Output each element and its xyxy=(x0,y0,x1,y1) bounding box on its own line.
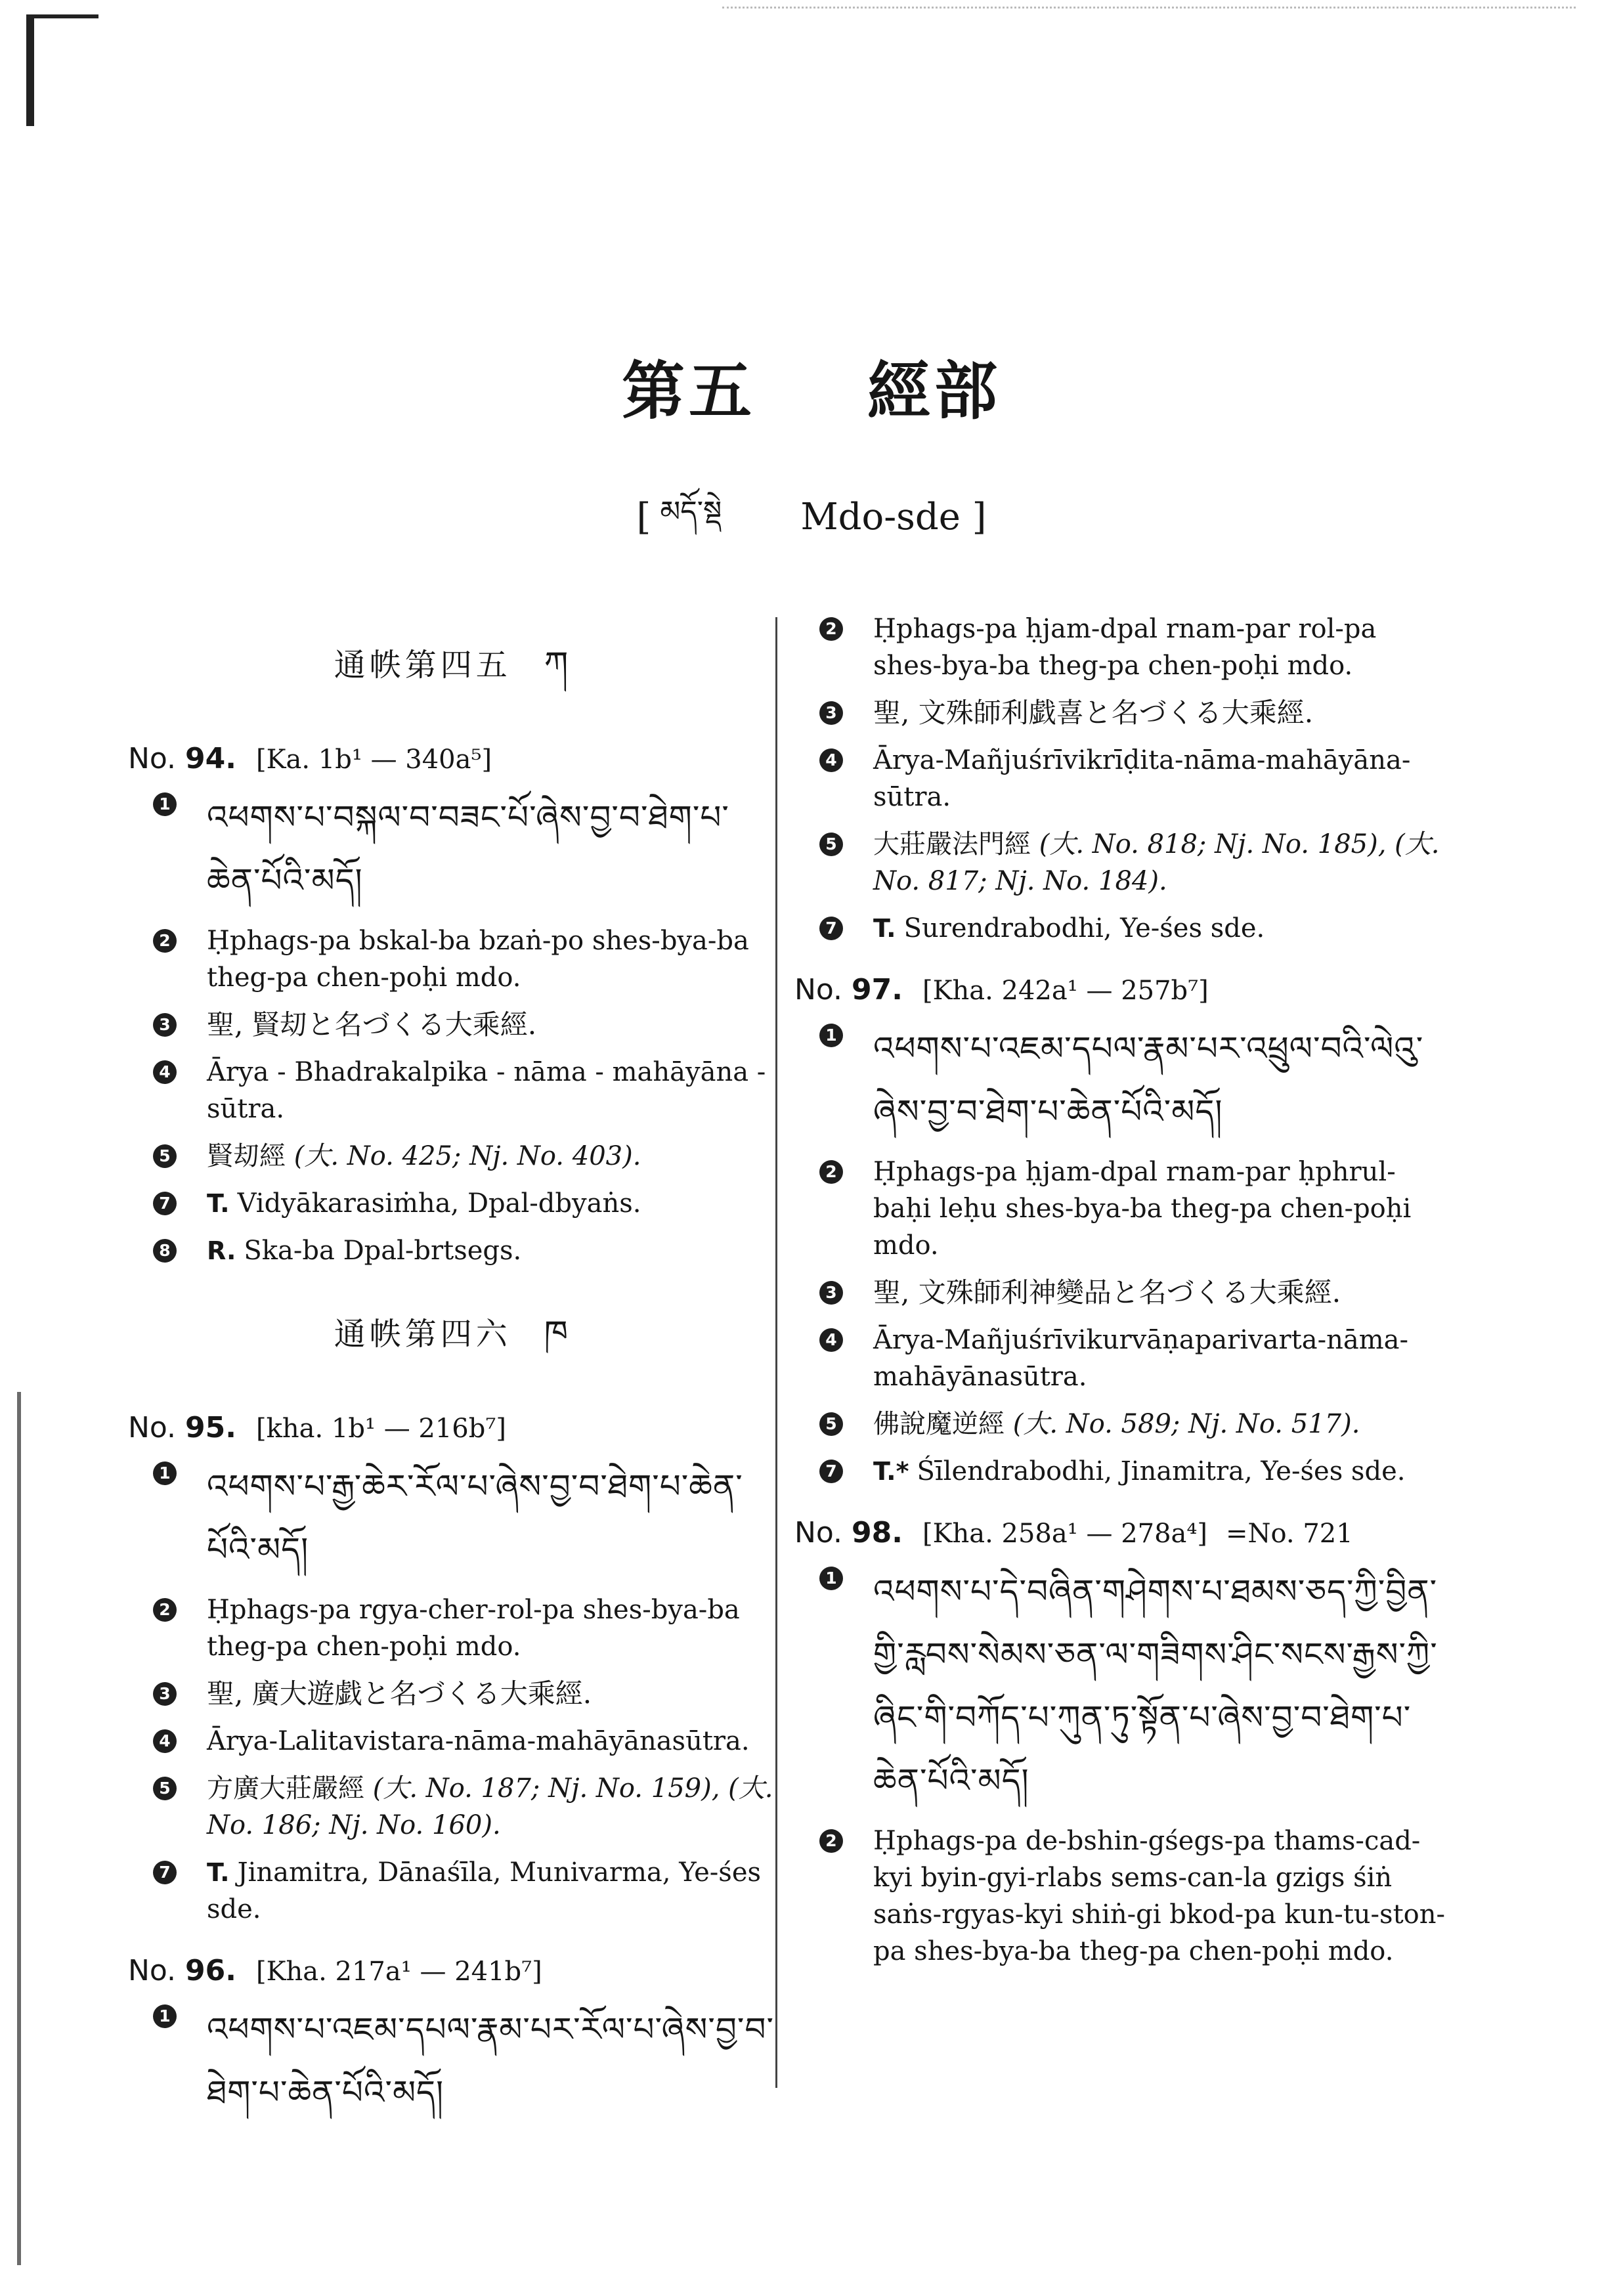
item-sanskrit: 4 Ārya-Lalitavistara-nāma-mahāyānasūtra. xyxy=(153,1723,778,1760)
entry-header xyxy=(794,1516,1451,1549)
entry-number: No. 94. xyxy=(128,742,236,775)
section-label: 通帙第四五 xyxy=(334,647,511,683)
entry-95 xyxy=(128,1411,778,1928)
item-tibetan: 1 འཕགས་པ་རྒྱ་ཆེར་རོལ་པ་ཞེས་བྱ་བ་ཐེག་པ་ཆེན་པོའི་མདོ། xyxy=(153,1455,778,1581)
entry-number: No. 96. xyxy=(128,1954,236,1987)
entry-header xyxy=(128,742,778,775)
entry-folio-ref: [kha. 1b¹ — 216b⁷] xyxy=(256,1414,506,1444)
item-sanskrit: 4 Ārya-Mañjuśrīvikurvāṇaparivarta-nāma-mahāyānasūtra. xyxy=(819,1322,1451,1395)
section-tibetan-letter: ཁ xyxy=(544,1314,573,1353)
item-translit: 2 Ḥphags-pa bskal-ba bzaṅ-po shes-bya-ba theg-pa chen-poḥi mdo. xyxy=(153,922,778,996)
entry-96 xyxy=(128,1954,778,2124)
marker-4: 4 xyxy=(153,1060,177,1084)
entry-94 xyxy=(128,742,778,1269)
item-sanskrit: 4 Ārya - Bhadrakalpika - nāma - mahāyāna - sūtra. xyxy=(153,1054,778,1127)
right-column xyxy=(794,611,1451,1996)
item-translators: 7 T. Surendrabodhi, Ye-śes sde. xyxy=(819,910,1451,947)
section-heading-45 xyxy=(128,626,778,722)
section-tibetan-letter: ཀ xyxy=(544,645,573,684)
entry-folio-ref: [Ka. 1b¹ — 340a⁵] xyxy=(256,745,492,775)
item-tibetan: 1 འཕགས་པ་དེ་བཞིན་གཤེགས་པ་ཐམས་ཅད་ཀྱི་བྱིན་གྱི་རླབས་སེམས་ཅན་ལ་གཟིགས་ཤིང་སངས་རྒྱས་ཀྱི་ཞིང་གི་བཀོད་པ་ཀུན་ཏུ་སྟོན་པ་ཞེས་བྱ་བ་ཐེག་པ་ཆེན་པོའི་མདོ། xyxy=(819,1560,1451,1812)
item-chinese: 5 大莊嚴法門經 (大. No. 818; Nj. No. 185), (大. No. 817; Nj. No. 184). xyxy=(819,826,1451,899)
item-sanskrit: 4 Ārya-Mañjuśrīvikrīḍita-nāma-mahāyāna-sūtra. xyxy=(819,742,1451,815)
scan-corner-mark xyxy=(26,14,98,126)
entry-cross-ref: =No. 721 xyxy=(1226,1519,1353,1549)
entry-97 xyxy=(794,973,1451,1490)
item-translators: 7 T.* Śīlendrabodhi, Jinamitra, Ye-śes sde. xyxy=(819,1453,1451,1490)
subtitle-latin: Mdo-sde xyxy=(800,496,961,538)
marker-8: 8 xyxy=(153,1239,177,1263)
item-chinese: 5 佛說魔逆經 (大. No. 589; Nj. No. 517). xyxy=(819,1406,1451,1442)
entry-96-continued xyxy=(794,611,1451,947)
item-japanese: 3 聖, 文殊師利神變品と名づくる大乘經. xyxy=(819,1274,1451,1311)
scan-edge-mark xyxy=(17,1392,21,2265)
entry-header xyxy=(128,1954,778,1987)
title-part-1: 第五 xyxy=(622,354,756,428)
item-chinese: 5 方廣大莊嚴經 (大. No. 187; Nj. No. 159), (大. No. 186; Nj. No. 160). xyxy=(153,1770,778,1844)
subtitle-tibetan: མདོ་སྡེ xyxy=(660,495,722,529)
item-japanese: 3 聖, 廣大遊戯と名づくる大乘經. xyxy=(153,1676,778,1712)
left-column xyxy=(128,611,778,2150)
marker-2: 2 xyxy=(153,929,177,953)
entry-number: No. 98. xyxy=(794,1516,903,1549)
entry-folio-ref: [Kha. 242a¹ — 257b⁷] xyxy=(922,976,1209,1006)
item-translit: 2 Ḥphags-pa rgya-cher-rol-pa shes-bya-ba theg-pa chen-poḥi mdo. xyxy=(153,1592,778,1665)
item-tibetan: 1 འཕགས་པ་འཇམ་དཔལ་རྣམ་པར་རོལ་པ་ཞེས་བྱ་བ་ཐེག་པ་ཆེན་པོའི་མདོ། xyxy=(153,1998,778,2124)
item-revisers: 8 R. Ska-ba Dpal-brtsegs. xyxy=(153,1232,778,1269)
item-japanese: 3 聖, 文殊師利戯喜と名づくる大乘經. xyxy=(819,695,1451,731)
item-tibetan: 1 འཕགས་པ་འཇམ་དཔལ་རྣམ་པར་འཕྲུལ་བའི་ལེའུ་ཞེས་བྱ་བ་ཐེག་པ་ཆེན་པོའི་མདོ། xyxy=(819,1017,1451,1143)
marker-7: 7 xyxy=(153,1192,177,1215)
entry-folio-ref: [Kha. 258a¹ — 278a⁴] xyxy=(922,1519,1208,1549)
item-translit: 2 Ḥphags-pa ḥjam-dpal rnam-par ḥphrul-baḥi leḥu shes-bya-ba theg-pa chen-poḥi mdo. xyxy=(819,1154,1451,1264)
entry-folio-ref: [Kha. 217a¹ — 241b⁷] xyxy=(256,1957,542,1987)
marker-1: 1 xyxy=(153,792,177,816)
item-chinese: 5 賢刧經 (大. No. 425; Nj. No. 403). xyxy=(153,1138,778,1175)
section-label: 通帙第四六 xyxy=(334,1316,511,1353)
marker-5: 5 xyxy=(153,1144,177,1168)
item-translit: 2 Ḥphags-pa de-bshin-gśegs-pa thams-cad-kyi byin-gyi-rlabs sems-can-la gzigs śiṅ saṅs-rgyas-kyi shiṅ-gi bkod-pa kun-tu-ston-pa shes-bya-ba theg-pa chen-poḥi mdo. xyxy=(819,1823,1451,1970)
entry-number: No. 95. xyxy=(128,1411,236,1444)
scan-top-dots xyxy=(722,7,1576,9)
page-title xyxy=(0,341,1623,431)
item-translit: 2 Ḥphags-pa ḥjam-dpal rnam-par rol-pa shes-bya-ba theg-pa chen-poḥi mdo. xyxy=(819,611,1451,684)
entry-header xyxy=(794,973,1451,1007)
page-subtitle: [ $^{མདོ་སྡེ}$ Mdo-sde ] xyxy=(636,495,987,538)
item-translators: 7 T. Vidyākarasiṁha, Dpal-dbyaṅs. xyxy=(153,1185,778,1222)
entry-98 xyxy=(794,1516,1451,1970)
item-translators: 7 T. Jinamitra, Dānaśīla, Munivarma, Ye-śes sde. xyxy=(153,1854,778,1928)
item-japanese: 3 聖, 賢刧と名づくる大乘經. xyxy=(153,1007,778,1043)
entry-number: No. 97. xyxy=(794,973,903,1007)
marker-3: 3 xyxy=(153,1013,177,1037)
section-heading-46 xyxy=(128,1295,778,1391)
title-part-2: 經部 xyxy=(867,354,1001,428)
item-tibetan: 1 འཕགས་པ་བསྐལ་བ་བཟང་པོ་ཞེས་བྱ་བ་ཐེག་པ་ཆེན་པོའི་མདོ། xyxy=(153,786,778,912)
entry-header xyxy=(128,1411,778,1444)
